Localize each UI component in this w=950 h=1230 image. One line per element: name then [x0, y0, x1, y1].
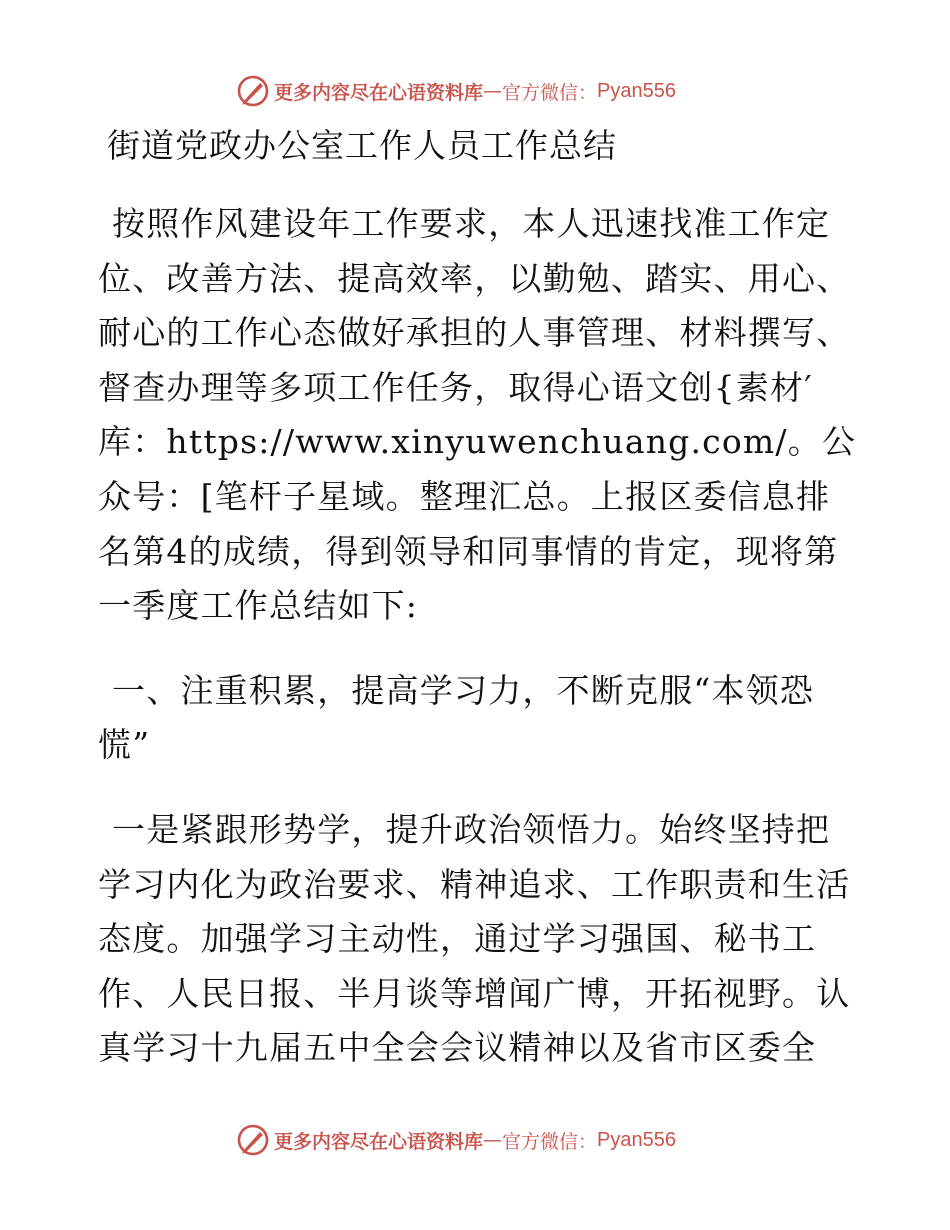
header-banner [236, 73, 676, 109]
banner-wechat-id: Pyan556 [597, 79, 676, 102]
banner-main-text: 更多内容尽在心语资料库 [274, 81, 484, 104]
document-title: 街道党政办公室工作人员工作总结 [107, 126, 617, 165]
banner-wechat-label: 官方微信： [502, 1130, 598, 1153]
section-heading: 一、注重积累，提高学习力，不断克服“本领恐慌” [98, 670, 815, 765]
body-paragraph: 一是紧跟形势学，提升政治领悟力。始终坚持把学习内化为政治要求、精神追求、工作职责和生活态度。加强学习主动性，通过学习强国、秘书工作、人民日报、半月谈等增闻广博，开拓视野。认真学习十九届五中全会会议精神以及省市区委全 [98, 809, 851, 1068]
banner-wechat-id: Pyan556 [597, 1128, 676, 1151]
quill-logo-icon [236, 74, 270, 108]
banner-main-text: 更多内容尽在心语资料库 [274, 1130, 484, 1153]
banner-separator: — [483, 80, 503, 102]
document-body [98, 197, 858, 1076]
quill-logo-icon [236, 1123, 270, 1157]
banner-separator: — [483, 1129, 503, 1151]
intro-paragraph: 按照作风建设年工作要求，本人迅速找准工作定位、改善方法、提高效率，以勤勉、踏实、用心、耐心的工作心态做好承担的人事管理、材料撰写、督查办理等多项工作任务，取得心语文创{素材′库：https://www.xinyuwenchuang.com/。公众号：[笔杆子星域。整理汇总。上报区委信息排名第4的成绩，得到领导和同事情的肯定，现将第一季度工作总结如下: [98, 204, 857, 626]
banner-wechat-label: 官方微信： [502, 81, 598, 104]
footer-banner [236, 1122, 676, 1158]
